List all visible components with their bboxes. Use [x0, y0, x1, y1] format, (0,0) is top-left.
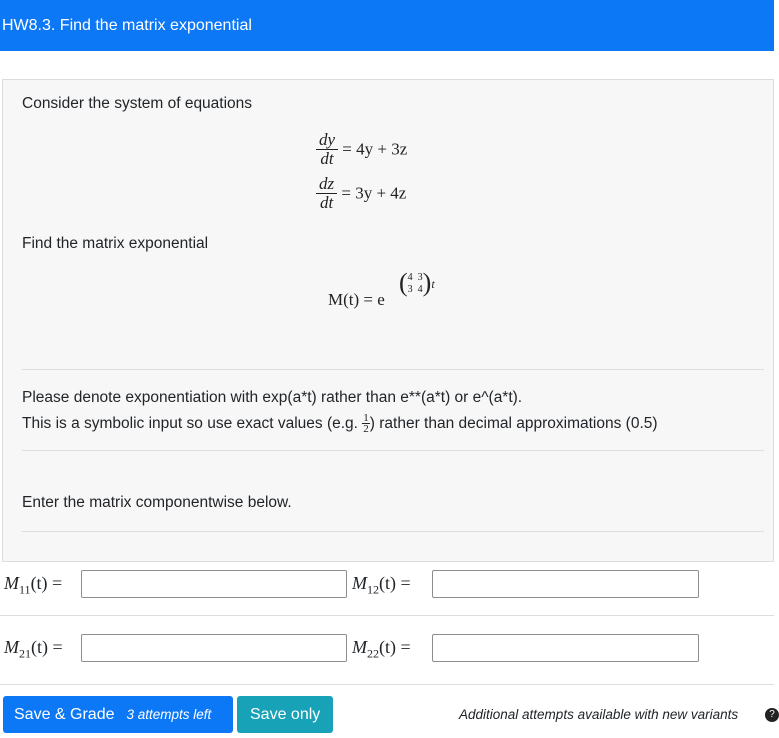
question-header	[0, 0, 774, 51]
equation-dy-dt: $\frac{dy}{dt}$ = 4y + 3z	[316, 131, 407, 168]
m12-input[interactable]	[432, 570, 699, 598]
m11-input[interactable]	[81, 570, 347, 598]
matrix-exponential-lhs: M(t) = e	[328, 290, 385, 309]
divider	[0, 615, 774, 616]
additional-attempts-text: Additional attempts available with new variants	[459, 707, 739, 722]
m22-label: $M_{22}(t)$ =	[352, 637, 411, 661]
find-text: Find the matrix exponential	[22, 235, 209, 252]
intro-text: Consider the system of equations	[22, 95, 253, 112]
divider	[22, 450, 764, 451]
m21-label: $M_{21}(t)$ =	[4, 637, 63, 661]
equation-dz-dt: $\frac{dz}{dt}$ = 3y + 4z	[316, 175, 406, 212]
componentwise-text: Enter the matrix componentwise below.	[22, 494, 292, 511]
note-exp: Please denote exponentiation with exp(a*t) rather than e**(a*t) or e^(a*t).	[22, 389, 523, 406]
save-grade-button[interactable]: Save & Grade 3 attempts left	[3, 696, 233, 733]
help-icon[interactable]: ?	[765, 708, 779, 722]
m11-label: $M_{11}(t)$ =	[4, 573, 63, 597]
attempts-left-badge: 3 attempts left	[126, 707, 212, 722]
question-title: HW8.3. Find the matrix exponential	[2, 16, 252, 34]
exponent-matrix: ( 4 3 3 4 )t	[399, 268, 435, 297]
divider	[22, 531, 764, 532]
m12-label: $M_{12}(t)$ =	[352, 573, 411, 597]
m22-input[interactable]	[432, 634, 699, 662]
save-only-button[interactable]: Save only	[237, 696, 333, 733]
divider	[22, 369, 764, 370]
m21-input[interactable]	[81, 634, 347, 662]
note-symbolic: This is a symbolic input so use exact values (e.g. $\frac{1}{2}$ ) rather than decimal approximations (0.5)	[22, 412, 658, 435]
divider	[0, 684, 774, 685]
